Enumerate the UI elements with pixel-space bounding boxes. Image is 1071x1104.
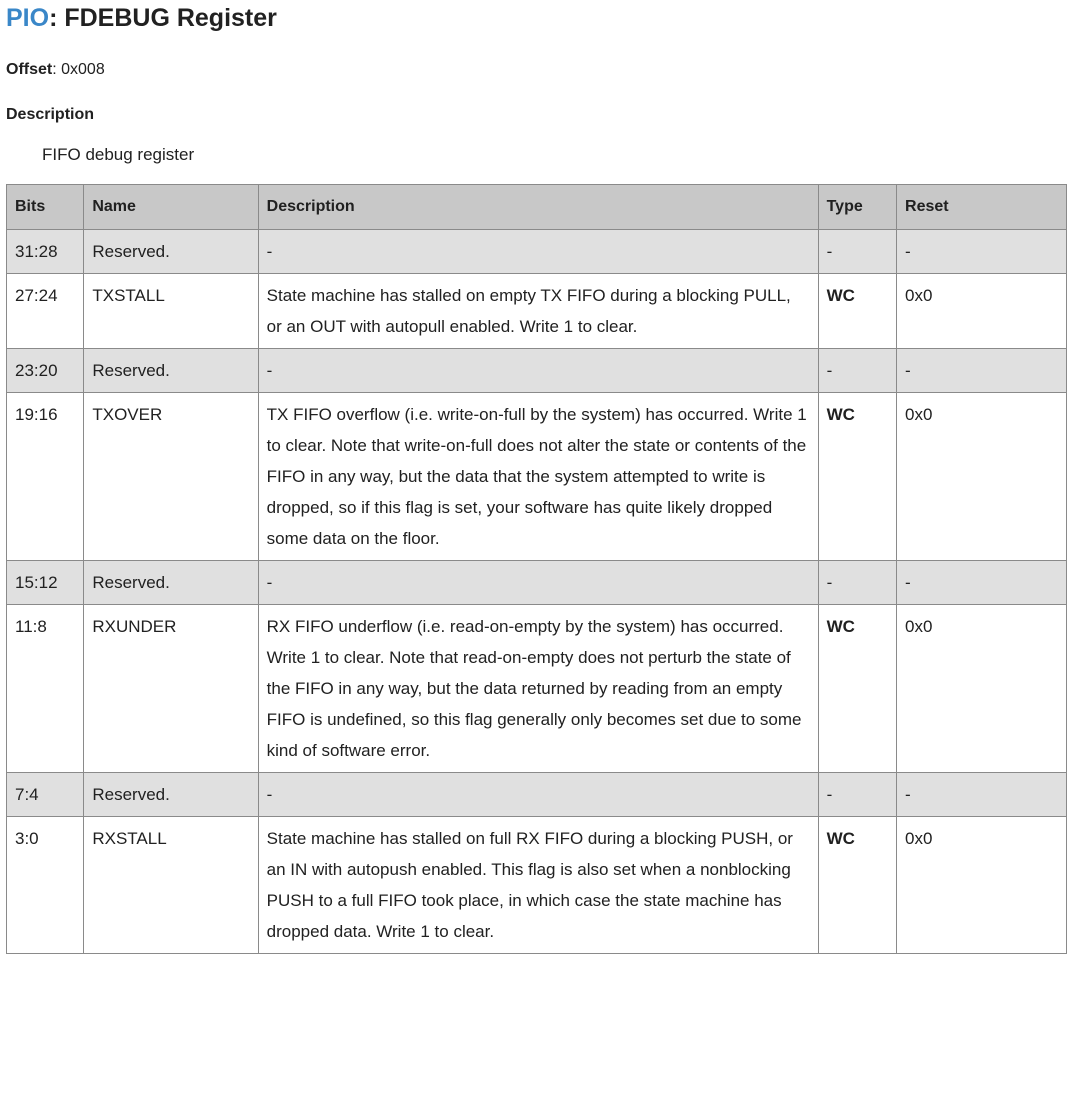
cell-name: Reserved. — [84, 561, 258, 605]
register-offset — [6, 59, 105, 81]
cell-name: RXUNDER — [84, 605, 258, 773]
cell-name: TXOVER — [84, 393, 258, 561]
cell-type: WC — [818, 274, 896, 349]
offset-value: : 0x008 — [52, 61, 105, 78]
cell-reset: 0x0 — [897, 817, 1067, 954]
cell-description: TX FIFO overflow (i.e. write-on-full by the system) has occurred. Write 1 to clear. Note that write-on-full does not alter the state or contents of the FIFO in any way, but the data that the system attempted to write is dropped, so if this flag is set, your software has quite likely dropped some data on the floor. — [258, 393, 818, 561]
cell-type: WC — [818, 393, 896, 561]
cell-name: RXSTALL — [84, 817, 258, 954]
cell-description: - — [258, 349, 818, 393]
cell-reset: 0x0 — [897, 393, 1067, 561]
cell-description: State machine has stalled on empty TX FIFO during a blocking PULL, or an OUT with autopull enabled. Write 1 to clear. — [258, 274, 818, 349]
register-fields-table — [6, 184, 1067, 954]
table-row — [7, 561, 1067, 605]
table-row — [7, 817, 1067, 954]
register-title: : FDEBUG Register — [49, 4, 277, 32]
cell-type: - — [818, 349, 896, 393]
page-title — [6, 2, 277, 34]
column-header-bits: Bits — [7, 185, 84, 230]
cell-bits: 3:0 — [7, 817, 84, 954]
table-row — [7, 274, 1067, 349]
cell-reset: - — [897, 561, 1067, 605]
cell-reset: - — [897, 773, 1067, 817]
cell-type: - — [818, 561, 896, 605]
cell-name: Reserved. — [84, 349, 258, 393]
cell-reset: - — [897, 230, 1067, 274]
cell-description: RX FIFO underflow (i.e. read-on-empty by the system) has occurred. Write 1 to clear. Note that read-on-empty does not perturb the state of the FIFO in any way, but the data returned by reading from an empty FIFO is undefined, so this flag generally only becomes set due to some kind of software error. — [258, 605, 818, 773]
table-row — [7, 349, 1067, 393]
table-header-row — [7, 185, 1067, 230]
column-header-description: Description — [258, 185, 818, 230]
cell-type: - — [818, 230, 896, 274]
table-row — [7, 393, 1067, 561]
cell-type: - — [818, 773, 896, 817]
cell-bits: 15:12 — [7, 561, 84, 605]
column-header-name: Name — [84, 185, 258, 230]
description-heading: Description — [6, 106, 95, 123]
cell-bits: 23:20 — [7, 349, 84, 393]
cell-description: - — [258, 561, 818, 605]
cell-bits: 11:8 — [7, 605, 84, 773]
cell-reset: - — [897, 349, 1067, 393]
cell-bits: 7:4 — [7, 773, 84, 817]
description-text: FIFO debug register — [42, 145, 195, 164]
pio-link[interactable]: PIO — [6, 4, 50, 32]
table-row — [7, 605, 1067, 773]
column-header-reset: Reset — [897, 185, 1067, 230]
cell-reset: 0x0 — [897, 605, 1067, 773]
cell-name: Reserved. — [84, 230, 258, 274]
cell-reset: 0x0 — [897, 274, 1067, 349]
cell-type: WC — [818, 817, 896, 954]
offset-label: Offset — [6, 61, 53, 78]
cell-description: - — [258, 230, 818, 274]
table-row — [7, 230, 1067, 274]
cell-description: State machine has stalled on full RX FIFO during a blocking PUSH, or an IN with autopush enabled. This flag is also set when a nonblocking PUSH to a full FIFO took place, in which case the state machine has dropped data. Write 1 to clear. — [258, 817, 818, 954]
cell-name: TXSTALL — [84, 274, 258, 349]
cell-bits: 31:28 — [7, 230, 84, 274]
cell-name: Reserved. — [84, 773, 258, 817]
cell-bits: 19:16 — [7, 393, 84, 561]
column-header-type: Type — [818, 185, 896, 230]
cell-bits: 27:24 — [7, 274, 84, 349]
table-row — [7, 773, 1067, 817]
cell-description: - — [258, 773, 818, 817]
cell-type: WC — [818, 605, 896, 773]
